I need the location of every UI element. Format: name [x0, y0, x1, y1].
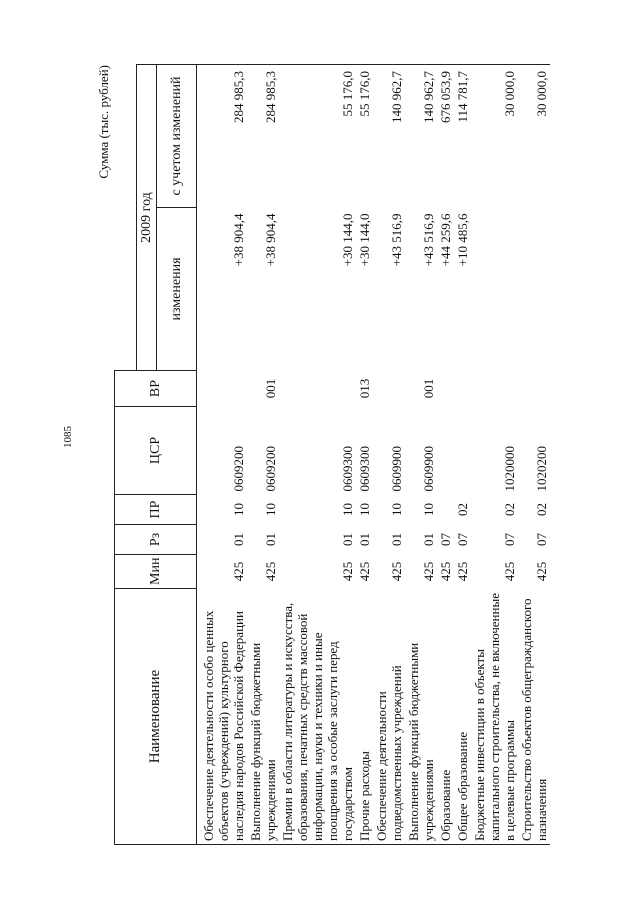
header-min: Мин [115, 555, 197, 589]
header-with-changes: с учетом изменений [157, 65, 197, 208]
cell-rz: 07 [502, 533, 517, 546]
header-csr: ЦСР [115, 407, 197, 495]
table-row [518, 65, 550, 845]
cell-pr [437, 495, 454, 525]
cell-rz: 01 [357, 533, 372, 546]
cell-vr [518, 371, 550, 407]
cell-changes: +30 144,0 [340, 213, 355, 267]
cell-vr [279, 371, 356, 407]
cell-pr: 10 [357, 503, 372, 516]
cell-vr [437, 371, 454, 407]
cell-rz: 01 [340, 533, 355, 546]
cell-rz: 01 [389, 533, 404, 546]
cell-name: Строительство объектов общегражданского назначения [518, 589, 550, 845]
cell-with-changes: 140 962,7 [405, 65, 437, 208]
table-row [279, 65, 356, 845]
unit-caption: Сумма (тыс. рублей) [96, 65, 111, 179]
table-row [454, 65, 471, 845]
table-row [471, 65, 518, 845]
cell-name: Обеспечение деятельности особо ценных объектов (учреждений) культурного наследия народов Российской Федерации [197, 589, 248, 845]
cell-pr: 02 [534, 503, 549, 516]
cell-csr: 0609900 [389, 446, 404, 492]
cell-changes: +43 516,9 [389, 213, 404, 267]
cell-changes: +30 144,0 [357, 213, 372, 267]
cell-with-changes: 55 176,0 [279, 65, 356, 208]
cell-vr [373, 371, 405, 407]
cell-changes: +38 904,4 [263, 213, 278, 267]
cell-csr [454, 407, 471, 495]
cell-csr: 0609200 [263, 446, 278, 492]
cell-name: Образование [437, 589, 454, 845]
cell-csr: 1020200 [534, 446, 549, 492]
table-body [197, 65, 551, 845]
rotated-page-content [94, 65, 596, 845]
cell-min: 425 [357, 561, 372, 582]
cell-with-changes: 676 053,9 [437, 65, 454, 208]
cell-rz: 01 [263, 533, 278, 546]
cell-rz: 07 [438, 533, 453, 546]
cell-changes: +38 904,4 [231, 213, 246, 267]
cell-changes: +10 485,6 [455, 213, 470, 267]
table-header [115, 65, 197, 845]
cell-rz: 01 [421, 533, 436, 546]
cell-name: Премии в области литературы и искусства, образования, печатных средств массовой информации, науки и техники и иные поощрения за особые заслуги перед государством [279, 589, 356, 845]
cell-vr [454, 371, 471, 407]
cell-rz: 07 [534, 533, 549, 546]
cell-vr [471, 371, 518, 407]
table-row [437, 65, 454, 845]
cell-with-changes: 30 000,0 [471, 65, 518, 208]
cell-pr: 10 [340, 503, 355, 516]
cell-csr: 1020000 [502, 446, 517, 492]
cell-with-changes: 140 962,7 [373, 65, 405, 208]
cell-min: 425 [263, 561, 278, 582]
cell-with-changes: 284 985,3 [197, 65, 248, 208]
cell-name: Обеспечение деятельности подведомственных учреждений [373, 589, 405, 845]
table-row [405, 65, 437, 845]
cell-pr: 10 [389, 503, 404, 516]
cell-min: 425 [534, 561, 549, 582]
cell-min: 425 [389, 561, 404, 582]
table-row [373, 65, 405, 845]
table-row [247, 65, 279, 845]
header-name: Наименование [115, 589, 197, 845]
cell-vr: 001 [263, 378, 278, 399]
cell-pr: 02 [502, 503, 517, 516]
cell-pr: 10 [231, 503, 246, 516]
header-pr: ПР [115, 495, 197, 525]
cell-changes [518, 208, 550, 371]
cell-with-changes: 30 000,0 [518, 65, 550, 208]
cell-changes: +44 259,6 [438, 213, 453, 267]
cell-min: 425 [421, 561, 436, 582]
cell-pr: 10 [263, 503, 278, 516]
cell-vr: 001 [421, 378, 436, 399]
cell-csr: 0609300 [357, 446, 372, 492]
cell-csr [437, 407, 454, 495]
page-number: 1085 [62, 426, 74, 448]
cell-csr: 0609300 [340, 446, 355, 492]
cell-vr [197, 371, 248, 407]
cell-rz: 01 [231, 533, 246, 546]
cell-vr: 013 [357, 378, 372, 399]
header-vr: ВР [115, 371, 197, 407]
cell-name: Прочие расходы [356, 589, 373, 845]
cell-min: 425 [455, 561, 470, 582]
cell-min: 425 [340, 561, 355, 582]
cell-rz: 07 [455, 533, 470, 546]
table-row [356, 65, 373, 845]
cell-name: Выполнение функций бюджетными учреждениями [405, 589, 437, 845]
header-changes: изменения [157, 208, 197, 371]
cell-name: Бюджетные инвестиции в объекты капитального строительства, не включенные в целевые программы [471, 589, 518, 845]
cell-csr: 0609900 [421, 446, 436, 492]
cell-changes: +43 516,9 [421, 213, 436, 267]
header-rz: Рз [115, 525, 197, 555]
cell-min: 425 [438, 561, 453, 582]
cell-with-changes: 284 985,3 [247, 65, 279, 208]
cell-pr: 02 [455, 503, 470, 516]
cell-with-changes: 114 781,7 [454, 65, 471, 208]
header-year: 2009 год [137, 65, 157, 371]
cell-changes [471, 208, 518, 371]
cell-csr: 0609200 [231, 446, 246, 492]
cell-name: Общее образование [454, 589, 471, 845]
cell-with-changes: 55 176,0 [356, 65, 373, 208]
cell-pr: 10 [421, 503, 436, 516]
table-row [197, 65, 248, 845]
cell-min: 425 [231, 561, 246, 582]
cell-name: Выполнение функций бюджетными учреждениями [247, 589, 279, 845]
cell-min: 425 [502, 561, 517, 582]
budget-table [114, 64, 550, 845]
